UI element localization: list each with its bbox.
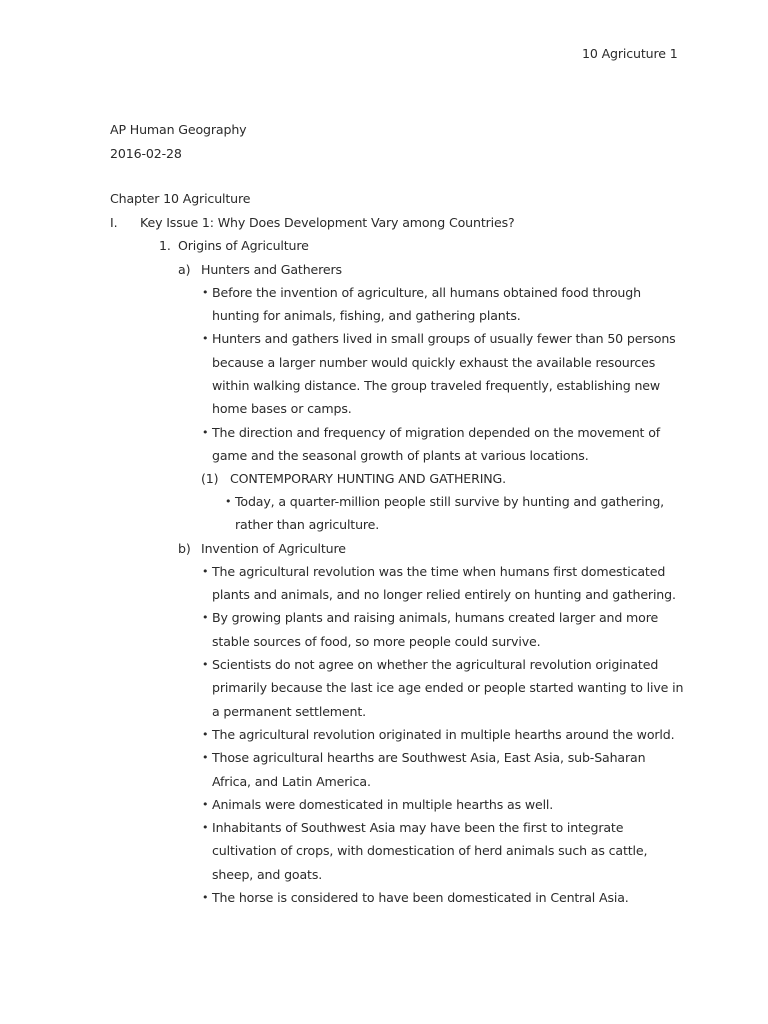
bullet-text-line: sheep, and goats. bbox=[212, 867, 323, 882]
chapter-heading: Chapter 10 Agriculture bbox=[110, 191, 251, 206]
section-number: 1. bbox=[159, 238, 171, 253]
subsection-a-title: Hunters and Gatherers bbox=[201, 262, 342, 277]
bullet-text-line: primarily because the last ice age ended or people started wanting to live in bbox=[212, 680, 684, 695]
bullet-text-line: game and the seasonal growth of plants at various locations. bbox=[212, 448, 589, 463]
document-date: 2016-02-28 bbox=[110, 146, 182, 161]
bullet-icon: • bbox=[202, 332, 209, 345]
bullet-icon: • bbox=[202, 821, 209, 834]
bullet-text-line: Africa, and Latin America. bbox=[212, 774, 371, 789]
bullet-icon: • bbox=[202, 798, 209, 811]
bullet-text-line: Animals were domesticated in multiple hearths as well. bbox=[212, 797, 554, 812]
bullet-text-line: The agricultural revolution was the time when humans first domesticated bbox=[212, 564, 666, 579]
bullet-text-line: within walking distance. The group traveled frequently, establishing new bbox=[212, 378, 661, 393]
bullet-text-line: Inhabitants of Southwest Asia may have been the first to integrate bbox=[212, 820, 624, 835]
subsection-b-letter: b) bbox=[178, 541, 191, 556]
bullet-icon: • bbox=[202, 565, 209, 578]
bullet-text-line: plants and animals, and no longer relied entirely on hunting and gathering. bbox=[212, 587, 676, 602]
bullet-text-line: cultivation of crops, with domestication of herd animals such as cattle, bbox=[212, 843, 648, 858]
bullet-text-line: Today, a quarter-million people still survive by hunting and gathering, bbox=[235, 494, 665, 509]
bullet-text-line: By growing plants and raising animals, humans created larger and more bbox=[212, 610, 659, 625]
bullet-icon: • bbox=[202, 426, 209, 439]
section-title: Origins of Agriculture bbox=[178, 238, 309, 253]
bullet-text-line: Those agricultural hearths are Southwest Asia, East Asia, sub-Saharan bbox=[212, 750, 646, 765]
bullet-text-line: stable sources of food, so more people could survive. bbox=[212, 634, 541, 649]
bullet-icon: • bbox=[225, 495, 232, 508]
bullet-icon: • bbox=[202, 891, 209, 904]
bullet-icon: • bbox=[202, 751, 209, 764]
bullet-icon: • bbox=[202, 611, 209, 624]
bullet-text-line: home bases or camps. bbox=[212, 401, 352, 416]
bullet-text-line: The horse is considered to have been domesticated in Central Asia. bbox=[212, 890, 629, 905]
bullet-icon: • bbox=[202, 286, 209, 299]
bullet-icon: • bbox=[202, 658, 209, 671]
bullet-text-line: rather than agriculture. bbox=[235, 517, 380, 532]
subitem-title: CONTEMPORARY HUNTING AND GATHERING. bbox=[230, 471, 506, 486]
bullet-text-line: Hunters and gathers lived in small groups of usually fewer than 50 persons bbox=[212, 331, 676, 346]
bullet-text-line: The agricultural revolution originated in multiple hearths around the world. bbox=[212, 727, 675, 742]
issue-number: I. bbox=[110, 215, 118, 230]
subsection-a-letter: a) bbox=[178, 262, 191, 277]
bullet-text-line: hunting for animals, fishing, and gathering plants. bbox=[212, 308, 521, 323]
bullet-text-line: Before the invention of agriculture, all humans obtained food through bbox=[212, 285, 641, 300]
bullet-text-line: a permanent settlement. bbox=[212, 704, 366, 719]
bullet-icon: • bbox=[202, 728, 209, 741]
issue-title: Key Issue 1: Why Does Development Vary among Countries? bbox=[140, 215, 515, 230]
course-title: AP Human Geography bbox=[110, 122, 247, 137]
bullet-text-line: The direction and frequency of migration depended on the movement of bbox=[212, 425, 661, 440]
running-header: 10 Agricuture 1 bbox=[582, 46, 678, 61]
subsection-b-title: Invention of Agriculture bbox=[201, 541, 346, 556]
subitem-number: (1) bbox=[201, 471, 219, 486]
bullet-text-line: because a larger number would quickly exhaust the available resources bbox=[212, 355, 656, 370]
bullet-text-line: Scientists do not agree on whether the agricultural revolution originated bbox=[212, 657, 659, 672]
